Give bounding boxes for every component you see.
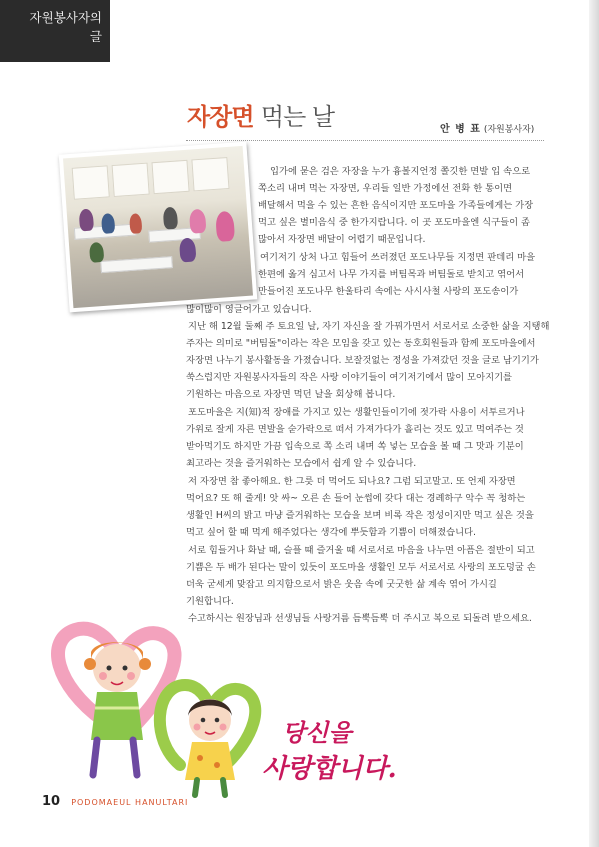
author-role: (자원봉사자) — [483, 125, 535, 135]
body-line: 여기저기 상처 나고 힘들어 쓰러졌던 포도나무들 지정면 판데리 마을 — [260, 252, 536, 263]
body-line: 포도마을은 지(知)적 장애를 가지고 있는 생활인들이기에 젓가락 사용이 서투르거나 — [188, 407, 525, 418]
body-line: 배달해서 먹을 수 있는 흔한 음식이지만 포도마을 가족들에게는 가장 — [258, 200, 534, 211]
article-title — [187, 97, 334, 132]
publication-name: PODOMAEUL HANULTARI — [71, 798, 189, 807]
body-line: 기원하는 마음으로 자장면 먹던 날을 회상해 봅니다. — [186, 389, 396, 400]
body-line: 자장면 나누기 봉사활동을 가졌습니다. 보잘것없는 정성을 가져갔던 것을 글로 남기기가 — [186, 355, 539, 366]
body-line: 저 자장면 참 좋아해요. 한 그릇 더 먹어도 되나요? 그럼 되고말고. 또 언제 자장면 — [188, 476, 516, 487]
body-line: 받아먹기도 하지만 가끔 입속으로 쪽 소리 내며 쏙 넣는 모습을 볼 때 그 맛과 기분이 — [186, 441, 524, 452]
body-line: 수고하시는 원장님과 선생님들 사랑거름 듬뿍듬뿍 더 주시고 복으로 되돌려 받으세요. — [188, 613, 532, 624]
body-line: 기원합니다. — [186, 596, 234, 607]
body-line: 가위로 잘게 자른 면발을 숟가락으로 떠서 가져가다가 흘리는 것도 있고 먹여주는 것 — [186, 424, 524, 435]
love-message — [262, 715, 397, 787]
body-line: 먹고 싶어 할 때 먹게 해주었다는 생각에 뿌듯함과 기쁨이 더해졌습니다. — [186, 527, 476, 538]
section-label-line2: 글 — [89, 29, 102, 44]
section-tab — [0, 0, 110, 62]
page-edge-shadow — [589, 0, 599, 847]
children-heart-illustration — [45, 590, 275, 800]
body-line: 입가에 묻은 검은 자장을 누가 흉볼지언정 쫄깃한 면발 입 속으로 — [270, 166, 531, 177]
body-line: 먹어요? 또 해 줄게! 앗 싸~ 오른 손 들어 눈썹에 갖다 대는 경례하구 악수 꼭 청하는 — [186, 493, 526, 504]
body-line: 쑥스럽지만 자원봉사자들의 작은 사랑 이야기들이 여기저기에서 많이 모아지기를 — [186, 372, 513, 383]
body-line: 쪽소리 내며 먹는 자장면, 우리들 일반 가정에선 전화 한 통이면 — [258, 183, 513, 194]
section-label — [8, 8, 102, 46]
author-name: 안 병 표 — [440, 124, 481, 135]
article-title-highlight: 자장면 — [187, 103, 254, 131]
page-number: 10 — [42, 794, 61, 809]
dining-photo-frame — [59, 142, 258, 313]
page-footer — [42, 790, 188, 809]
body-line: 지난 해 12월 둘째 주 토요일 날, 자기 자신을 잘 가꿔가면서 서로서로 소중한 삶을 지탱해 — [188, 321, 550, 332]
body-line: 많아서 자장면 배달이 어렵기 때문입니다. — [258, 234, 426, 245]
body-line: 많이많이 영글어가고 있습니다. — [186, 304, 312, 315]
body-line: 생활인 H씨의 밝고 마냥 즐거워하는 모습을 보며 비록 작은 정성이지만 먹고 싶은 것을 — [186, 510, 534, 521]
body-line: 더욱 굳세게 맞잡고 의지함으로서 밝은 웃음 속에 굿굿한 삶 계속 엮어 가시길 — [186, 579, 497, 590]
byline — [440, 120, 534, 135]
body-line: 먹고 싶은 별미음식 중 한가지랍니다. 이 곳 포도마을엔 식구들이 좀 — [258, 217, 531, 228]
section-label-line1: 자원봉사자의 — [29, 10, 102, 25]
body-line: 최고라는 것을 즐거워하는 모습에서 쉽게 알 수 있습니다. — [186, 458, 417, 469]
title-divider — [186, 140, 544, 141]
love-message-line1: 당신을 — [282, 718, 352, 747]
article-title-rest: 먹는 날 — [260, 103, 335, 131]
love-message-line2: 사랑합니다. — [262, 754, 397, 784]
body-line: 만들어진 포도나무 한울타리 속에는 사시사철 사랑의 포도송이가 — [258, 286, 519, 297]
dining-hall-photo — [63, 146, 253, 308]
body-line: 기쁨은 두 배가 된다는 말이 있듯이 포도마을 생활인 모두 서로서로 사랑의 포도덩굴 손 — [186, 562, 536, 573]
body-line: 주자는 의미로 "버팀돌"이라는 작은 모임을 갖고 있는 동호회원들과 함께 포도마을에서 — [186, 338, 536, 349]
body-line: 한편에 옮겨 심고서 나무 가지를 버팀목과 버팀돌로 받치고 엮어서 — [258, 269, 525, 280]
body-line: 서로 힘들거나 화날 때, 슬플 때 즐거울 때 서로서로 마음을 나누면 아픔은 절반이 되고 — [188, 545, 535, 556]
